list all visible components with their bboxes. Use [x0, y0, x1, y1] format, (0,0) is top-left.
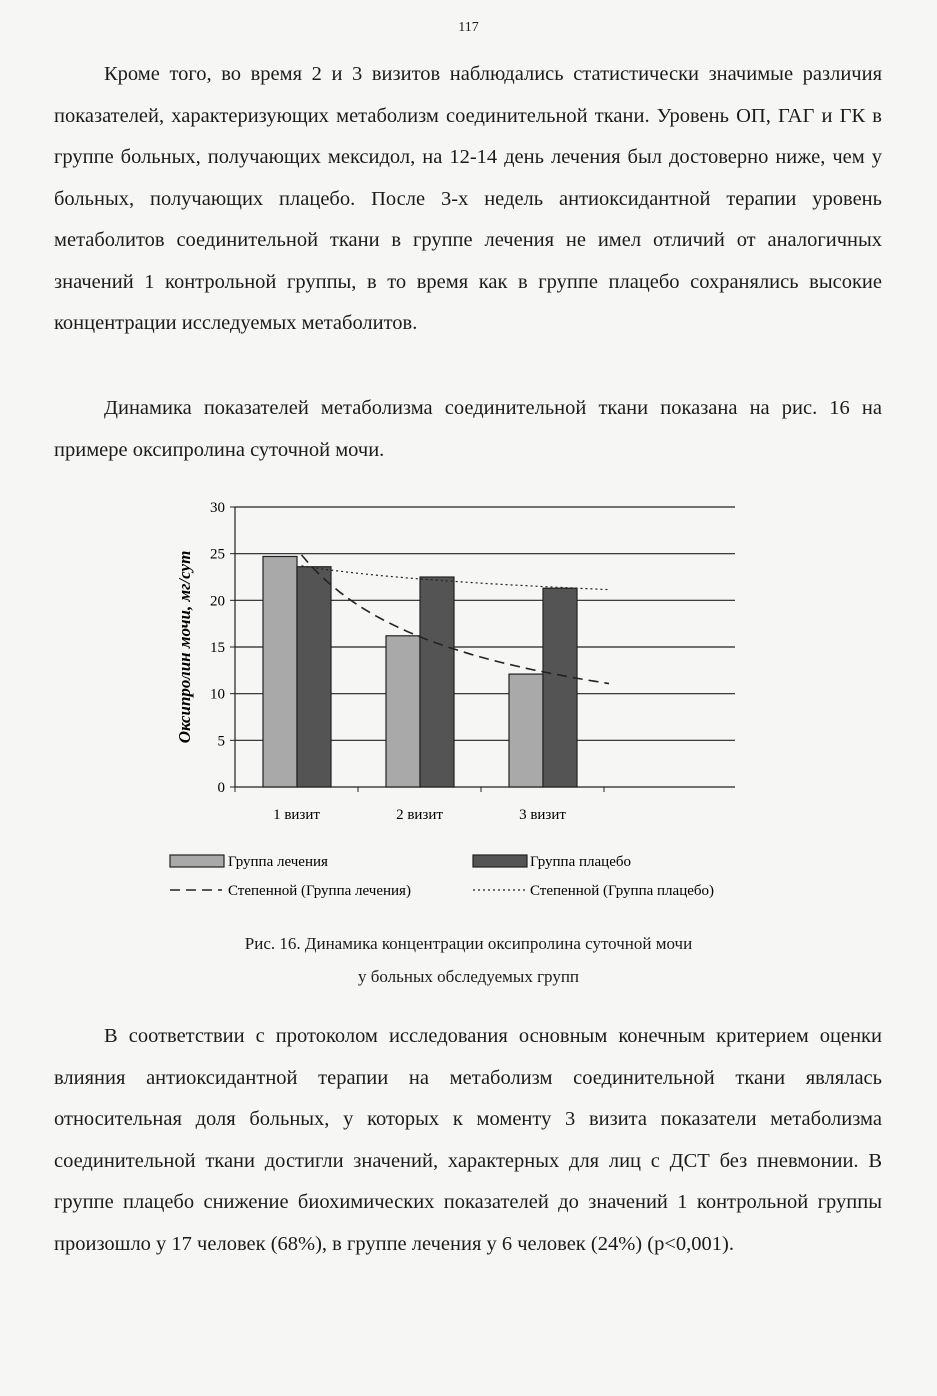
bar-treatment-2 — [386, 636, 420, 787]
bar-treatment-3 — [509, 674, 543, 787]
paragraph-1: Кроме того, во время 2 и 3 визитов наблюдались статистически значимые различия показателей, характеризующих метаболизм соединительной ткани. Уровень ОП, ГАГ и ГК в группе больных, получающих мексидол, на 12-14 день лечения был достоверно ниже, чем у больных, получающих плацебо. После 3-х недель антиоксидантной терапии уровень метаболитов соединительной ткани в группе лечения не имел отличий от аналогичных значений 1 контрольной группы, в то время как в группе плацебо сохранялись высокие концентрации исследуемых метаболитов. — [54, 63, 882, 334]
legend-label-placebo: Группа плацебо — [530, 854, 631, 870]
bar-placebo-1 — [297, 567, 331, 787]
y-tick-label-2: 10 — [210, 686, 225, 703]
y-axis-title: Оксипролин мочи, мг/сут — [175, 550, 194, 744]
caption-line-1: Рис. 16. Динамика концентрации оксипролина суточной мочи — [244, 934, 693, 953]
bar-treatment-1 — [263, 556, 297, 787]
figure-caption — [0, 927, 937, 993]
legend-swatch-placebo — [473, 855, 527, 867]
legend-label-treatment: Группа лечения — [228, 854, 328, 870]
y-tick-label-6: 30 — [210, 500, 225, 516]
paragraph-3: В соответствии с протоколом исследования основным конечным критерием оценки влияния антиоксидантной терапии на метаболизм соединительной ткани являлась относительная доля больных, у которых к моменту 3 визита показатели метаболизма соединительной ткани достигли значений, характерных для лиц с ДСТ без пневмонии. В группе плацебо снижение биохимических показателей до значений 1 контрольной группы произошло у 17 человек (68%), в группе лечения у 6 человек (24%) (p<0,001). — [54, 1025, 882, 1255]
bar-placebo-3 — [543, 588, 577, 787]
page-number: 117 — [458, 20, 479, 35]
trendline-placebo — [302, 566, 610, 590]
x-tick-label-2: 2 визит — [396, 807, 443, 823]
figure-16-chart — [160, 490, 780, 910]
x-tick-label-3: 3 визит — [519, 807, 566, 823]
legend-swatch-treatment — [170, 855, 224, 867]
x-tick-label-1: 1 визит — [273, 807, 320, 823]
paragraph-2: Динамика показателей метаболизма соединительной ткани показана на рис. 16 на примере оксипролина суточной мочи. — [54, 397, 882, 461]
y-tick-label-5: 25 — [210, 546, 225, 563]
bar-placebo-2 — [420, 577, 454, 787]
y-tick-label-1: 5 — [217, 733, 225, 750]
caption-line-2: у больных обследуемых групп — [357, 967, 580, 986]
y-tick-label-0: 0 — [217, 780, 225, 796]
y-tick-label-3: 15 — [210, 640, 225, 656]
chart-svg — [160, 490, 780, 910]
y-tick-label-4: 20 — [210, 593, 225, 610]
legend-label-trend-placebo: Степенной (Группа плацебо) — [530, 883, 715, 899]
legend-label-trend-treatment: Степенной (Группа лечения) — [228, 883, 411, 899]
